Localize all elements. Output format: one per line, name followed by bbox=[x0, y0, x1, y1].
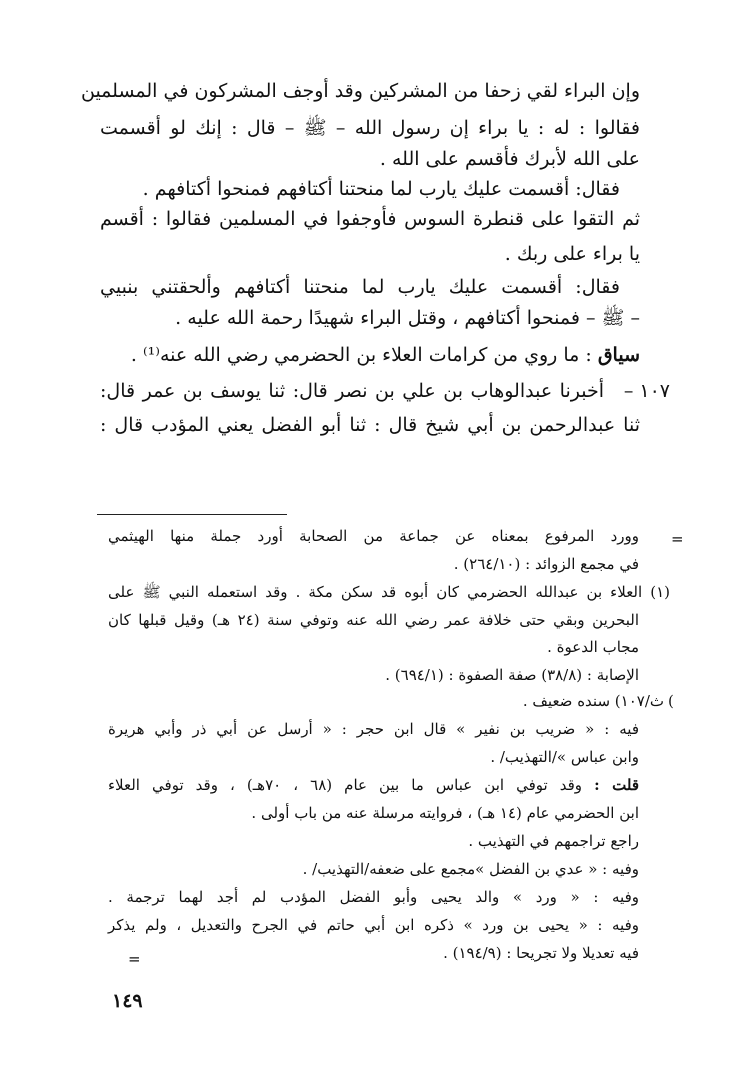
footnote-line-9: وابن عباس »/التهذيب/ . bbox=[490, 748, 639, 766]
siyaq-heading bbox=[131, 344, 640, 366]
footnote-line-4: البحرين وبقي حتى خلافة عمر رضي الله عنه وتوفي سنة (٢٤ هـ) وقيل قبلها كان bbox=[108, 611, 640, 629]
siyaq-label: سياق bbox=[597, 344, 640, 366]
footnote-line-8: فيه : « ضريب بن نفير » قال ابن حجر : « أرسل عن أبي ذر وأبي هريرة bbox=[108, 720, 639, 738]
footnote-line-13: وفيه : « عدي بن الفضل »مجمع على ضعفه/التهذيب/ . bbox=[302, 860, 639, 878]
footnote-line-2: في مجمع الزوائد : (٢٦٤/١٠) . bbox=[453, 555, 639, 573]
continuation-marker: = bbox=[671, 530, 684, 548]
footnote-line-1: وورد المرفوع بمعناه عن جماعة من الصحابة أورد جملة منها الهيثمي bbox=[108, 527, 639, 545]
hadith-number: ١٠٧ – bbox=[623, 380, 670, 402]
footnote-line-7: ث/١٠٧) سنده ضعيف . bbox=[522, 692, 664, 710]
main-line-4: فقال: أقسمت عليك يارب لما منحتنا أكتافهم فمنحوا أكتافهم . bbox=[142, 178, 620, 200]
qultu-label: قلت : bbox=[594, 776, 640, 794]
footnote-separator bbox=[97, 514, 287, 515]
main-line-7: فقال: أقسمت عليك يارب لما منحتنا أكتافهم وألحقتني بنبيي bbox=[100, 276, 620, 298]
footnote-line-6: الإصابة : (٣٨/٨) صفة الصفوة : (٦٩٤/١) . bbox=[385, 666, 639, 684]
siyaq-text: : ما روي من كرامات العلاء بن الحضرمي رضي الله عنه⁽¹⁾ . bbox=[130, 344, 592, 366]
main-line-5: ثم التقوا على قنطرة السوس فأوجفوا في المسلمين فقالوا : أقسم bbox=[100, 208, 640, 230]
footnote-line-5: مجاب الدعوة . bbox=[547, 638, 639, 656]
opening-paren: ( bbox=[668, 692, 674, 710]
main-line-6: يا براء على ربك . bbox=[504, 243, 640, 265]
footnote-line-16: فيه تعديلا ولا تجريحا : (١٩٤/٩) . bbox=[443, 944, 639, 962]
footnote-line-14: وفيه : « ورد » والد يحيى وأبو الفضل المؤدب لم أجد لهما ترجمة . bbox=[108, 888, 639, 906]
end-marker: = bbox=[128, 950, 141, 968]
main-line-1: وإن البراء لقي زحفا من المشركين وقد أوجف المشركون في المسلمين bbox=[80, 80, 640, 102]
footnote-line-10-text: وقد توفي ابن عباس ما بين عام (٦٨ ، ٧٠هـ) ، وقد توفي العلاء bbox=[108, 776, 583, 794]
main-line-8: – ﷺ – فمنحوا أكتافهم ، وقتل البراء شهيدًا رحمة الله عليه . bbox=[175, 307, 640, 329]
footnote-line-3: (١) العلاء بن عبدالله الحضرمي كان أبوه قد سكن مكة . وقد استعمله النبي ﷺ على bbox=[108, 583, 670, 601]
hadith-line-2: ثنا عبدالرحمن بن أبي شيخ قال : ثنا أبو الفضل يعني المؤدب قال : bbox=[100, 414, 640, 436]
footnote-line-15: وفيه : « يحيى بن ورد » ذكره ابن أبي حاتم في الجرح والتعديل ، ولم يذكر bbox=[108, 916, 639, 934]
footnote-line-11: ابن الحضرمي عام (١٤ هـ) ، فروايته مرسلة عنه من باب أولى . bbox=[251, 804, 639, 822]
hadith-line-1: أخبرنا عبدالوهاب بن علي بن نصر قال: ثنا يوسف بن عمر قال: bbox=[100, 380, 604, 402]
page-number: ١٤٩ bbox=[112, 990, 143, 1012]
main-line-2: فقالوا : له : يا براء إن رسول الله – ﷺ – قال : إنك لو أقسمت bbox=[100, 117, 640, 139]
main-line-3: على الله لأبرك فأقسم على الله . bbox=[379, 148, 640, 170]
footnote-line-10 bbox=[108, 776, 639, 794]
footnote-line-12: راجع تراجمهم في التهذيب . bbox=[468, 832, 639, 850]
